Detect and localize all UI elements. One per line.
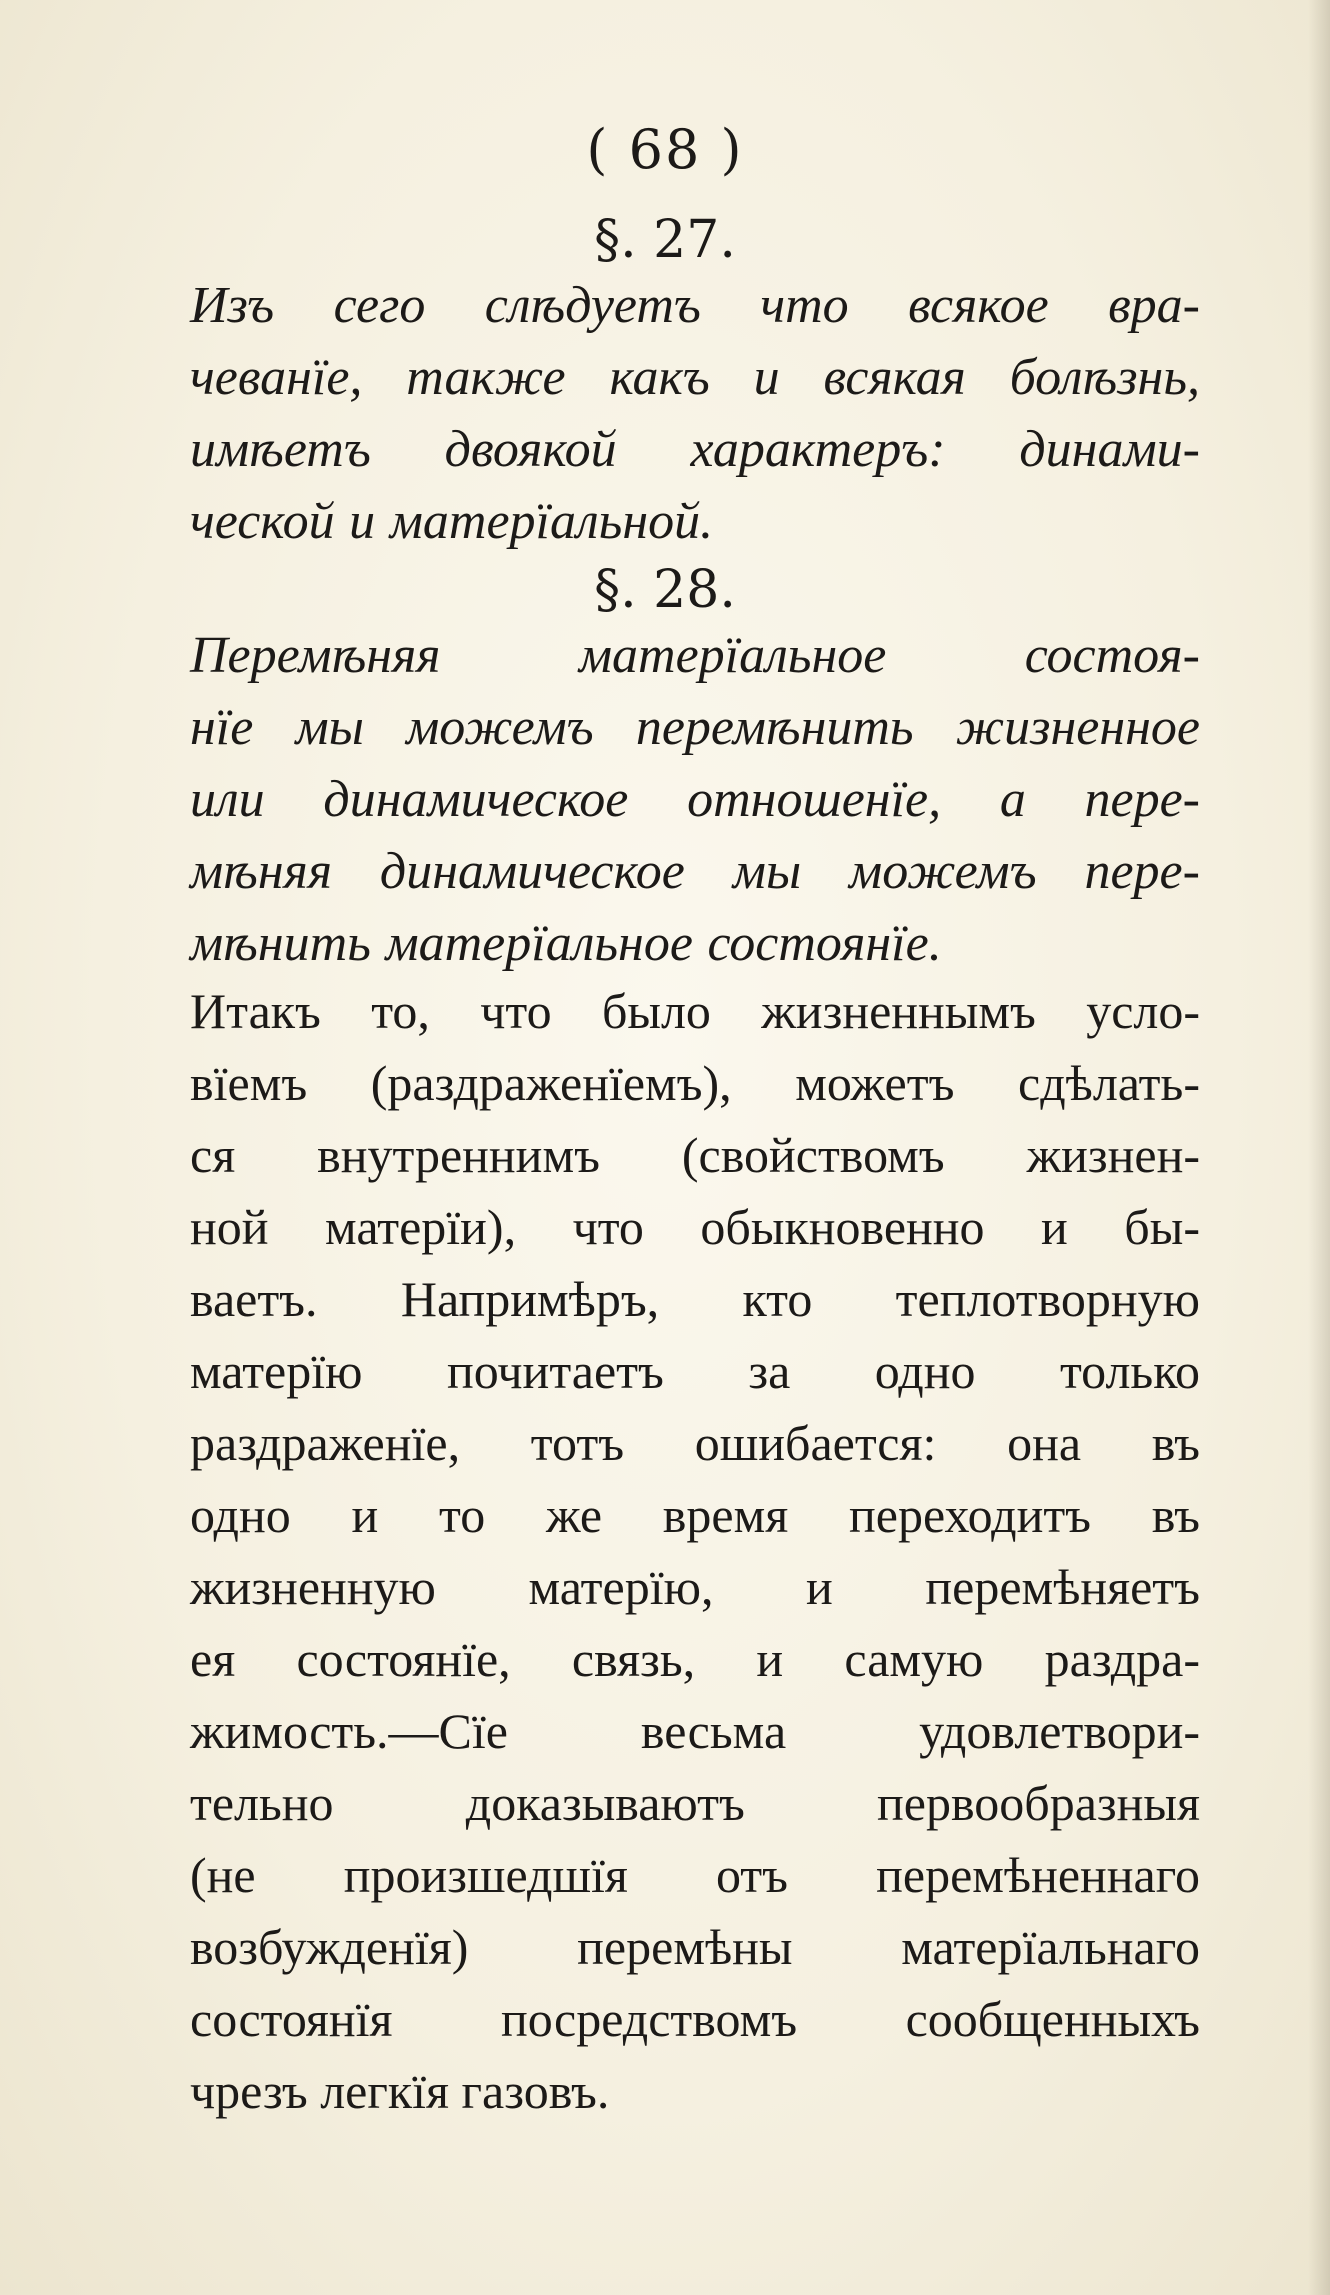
- word: имѣетъ: [190, 421, 371, 478]
- word: динамическое: [379, 843, 685, 900]
- word: матерїальное: [578, 627, 887, 684]
- word: перемѣнить: [635, 699, 914, 756]
- body-text-line: ваетъ. Напримѣръ, кто теплотворную: [190, 1271, 1200, 1327]
- section-27-line: [190, 270, 1200, 342]
- word: или: [190, 771, 265, 828]
- body-text-line: раздраженїе, тотъ ошибается: она въ: [190, 1415, 1200, 1471]
- word: матерїальное: [385, 915, 693, 972]
- body-text-line: возбужденїя) перемѣны матерїальнаго: [190, 1919, 1200, 1975]
- word: всякое: [908, 277, 1049, 334]
- word: динами-: [1019, 421, 1200, 478]
- word: состоя-: [1024, 627, 1200, 684]
- word: нїе: [190, 699, 254, 756]
- body-text-line: Итакъ то, что было жизненнымъ усло-: [190, 983, 1200, 1039]
- section-28-number: §. 28.: [594, 560, 736, 620]
- word: двоякой: [444, 421, 617, 478]
- body-text-line: (не произшедшїя отъ перемѣненнаго: [190, 1847, 1200, 1903]
- body-text-line: матерїю почитаетъ за одно только: [190, 1343, 1200, 1399]
- word: сего: [333, 277, 426, 334]
- body-text-line: ся внутреннимъ (свойствомъ жизнен-: [190, 1127, 1200, 1183]
- word: матерїальной.: [389, 493, 714, 550]
- section-28-italic-line: [190, 764, 1200, 836]
- section-27-number: §. 27.: [594, 210, 736, 270]
- body-text-line: тельно доказываютъ первообразныя: [190, 1775, 1200, 1831]
- word: вра-: [1108, 277, 1200, 334]
- word: пере-: [1084, 771, 1200, 828]
- body-text-line: ея состоянїе, связь, и самую раздра-: [190, 1631, 1200, 1687]
- section-27-line: [190, 486, 1200, 558]
- word: можемъ: [849, 843, 1037, 900]
- word: Изъ: [190, 277, 275, 334]
- word: состоянїе.: [707, 915, 942, 972]
- body-text-line: состоянїя посредствомъ сообщенныхъ: [190, 1991, 1200, 2047]
- word: мы: [732, 843, 802, 900]
- word: чеванїе,: [190, 349, 363, 406]
- section-27-line: [190, 414, 1200, 486]
- page-edge-shadow: [1308, 0, 1330, 2295]
- word: мы: [295, 699, 364, 756]
- section-27-line: [190, 342, 1200, 414]
- body-text-line: жизненную матерїю, и перемѣняетъ: [190, 1559, 1200, 1615]
- section-28-italic-line: [190, 908, 1200, 980]
- word: характеръ:: [690, 421, 946, 478]
- word: мѣнить: [190, 915, 371, 972]
- word: динамическое: [323, 771, 629, 828]
- word: и: [753, 349, 780, 406]
- body-text-line: вїемъ (раздраженїемъ), можетъ сдѣлать-: [190, 1055, 1200, 1111]
- body-text-line: одно и то же время переходитъ въ: [190, 1487, 1200, 1543]
- word: что: [760, 277, 849, 334]
- word: какъ: [609, 349, 710, 406]
- body-text-line: жимость.—Сїе весьма удовлетвори-: [190, 1703, 1200, 1759]
- word: отношенїе,: [687, 771, 942, 828]
- word: мѣняя: [190, 843, 333, 900]
- section-28-italic-line: [190, 836, 1200, 908]
- word: жизненное: [955, 699, 1200, 756]
- word: и: [349, 493, 376, 550]
- section-28-italic-line: [190, 692, 1200, 764]
- word: Перемѣняя: [190, 627, 441, 684]
- word: болѣзнь,: [1009, 349, 1200, 406]
- word: ческой: [190, 493, 335, 550]
- word: пере-: [1084, 843, 1200, 900]
- word: слѣдуетъ: [484, 277, 701, 334]
- page-number: ( 68 ): [586, 118, 744, 181]
- word: также: [406, 349, 566, 406]
- word: всякая: [823, 349, 966, 406]
- body-text-line: ной матерїи), что обыкновенно и бы-: [190, 1199, 1200, 1255]
- word: а: [999, 771, 1026, 828]
- section-28-italic-line: [190, 620, 1200, 692]
- body-text-line: чрезъ легкїя газовъ.: [190, 2063, 610, 2119]
- word: можемъ: [406, 699, 594, 756]
